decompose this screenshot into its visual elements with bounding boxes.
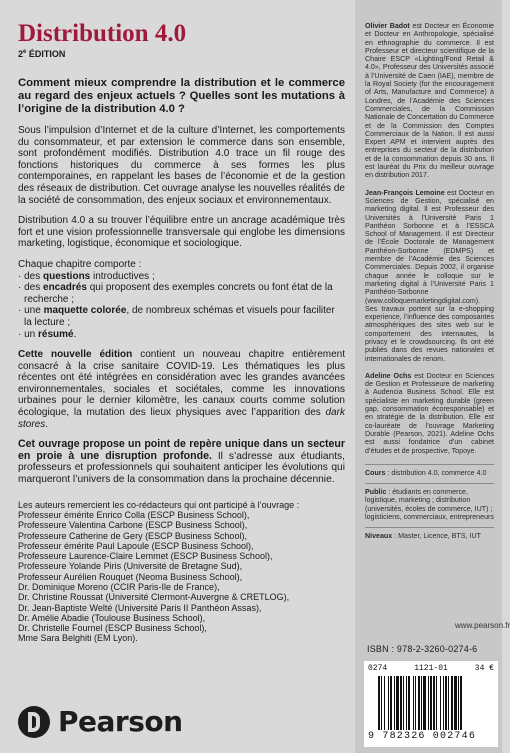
barcode-code-middle: 1121-01 [414, 664, 448, 673]
new-edition-paragraph: Cette nouvelle édition contient un nouveau chapitre entièrement consacré à la crise sanitaire COVID-19. Les thématiques les plus récentes ont été intégrées en considération avec les grandes avancées environnementales, sociales et sociétales, comme les innovations urbaines pour le dernier kilomètre, les canaux courts comme solution écologique, la mutation des lieux physiques avec l’apparition des dark stores. [18, 349, 345, 430]
contributor: Professeure Laurence-Claire Lemmet (ESCP Business School), [18, 551, 273, 562]
contributor: Mme Sara Belghiti (EM Lyon). [18, 633, 138, 644]
barcode-header [368, 664, 494, 673]
contributor: Dr. Christelle Fournel (ESCP Business School), [18, 623, 207, 634]
contributor: Dr. Jean-Baptiste Welté (Université Paris II Panthéon Assas), [18, 602, 262, 613]
contributor: Professeur émérite Enrico Colla (ESCP Business School), [18, 509, 250, 520]
chapter-item: · une maquette colorée, de nombreux schémas et visuels pour faciliter la lecture ; [18, 305, 335, 328]
contributor: Professeure Catherine de Gery (ESCP Business School), [18, 530, 247, 541]
contributor: Professeure Yolande Piris (Université de Bretagne Sud), [18, 561, 243, 572]
meta-audience: Public : étudiants en commerce, logistique, marketing ; distribution (universités, écoles de commerce, IUT) ; logisticiens, commerciaux, entrepreneurs [365, 488, 494, 522]
meta-courses: Cours : distribution 4.0, commerce 4.0 [365, 468, 487, 477]
divider [365, 527, 494, 528]
chapter-item: · des encadrés qui proposent des exemples concrets ou font état de la recherche ; [18, 282, 333, 305]
chapters-heading: Chaque chapitre comporte : [18, 258, 142, 270]
pearson-logo-icon [18, 706, 50, 738]
acknowledgements-intro: Les auteurs remercient les co-rédacteurs qui ont participé à l’ouvrage : [18, 499, 300, 510]
author-bio: Adeline Ochs est Docteur en Sciences de Gestion et Professeure de marketing à Audencia Business School. Elle est spécialiste en marketing durable (green gap, consommation écoresponsable) et en stratégie de la distribution. Elle est co-lauréate de l’ouvrage Marketing Durable (Pearson, 2021). Adeline Ochs est aussi fondatrice d’un cabinet d’études et de prospective, Topoye. [365, 371, 494, 455]
barcode-price: 34 € [474, 664, 494, 673]
paragraph-balance: Distribution 4.0 a su trouver l’équilibre entre un ancrage académique très fort et une vision professionnelle transversale qui englobe les dimensions marketing, logistique, économique et sociologique. [18, 215, 345, 250]
edition-label: 2e ÉDITION [18, 49, 66, 59]
chapters-list [18, 271, 345, 341]
author-bio: Olivier Badot est Docteur en Économie et Docteur en Anthropologie, spécialisé en ethnographie du commerce. Il est Professeur et directeur scientifique de la Chaire ESCP «Lighting/Fond Retail & 4.0», Professeur des Universités associé à l’Université de Caen (IAE), membre de la Royal Society (for the encouragement of Arts, Manufacture and Commerce) à Londres, de l’Académie des Sciences Commerciales, de la Commission Nationale de Concertation du Commerce et de la Commission des Comptes Commerciaux de la Nation. Il est aussi Expert APM et intervient auprès des entreprises du secteur de la distribution et de la consommation depuis 30 ans. Il est lauréat du Prix du meilleur ouvrage en distribution 2017. [365, 22, 494, 180]
barcode-number: 9 782326 002746 [368, 731, 477, 742]
barcode-code-left: 0274 [368, 664, 388, 673]
paragraph-context: Sous l’impulsion d’Internet et de la culture d’Internet, les comportements du consommateur, et par extension le commerce dans son ensemble, sont profondément modifiés. Distribution 4.0 trace un fil rouge des fonctions historiques du commerce à ses formes les plus contemporaines, en rappelant les bases de l’économie et de la gestion des réseaux de distribution. Cet ouvrage analyse les nouvelles réalités de la société de consommation, des enjeux sociaux et environnementaux. [18, 125, 345, 206]
contributor: Professeur émérite Paul Lapoule (ESCP Business School), [18, 540, 254, 551]
pearson-logo [18, 705, 183, 738]
acknowledgements [18, 500, 345, 644]
publisher-url[interactable]: www.pearson.fr [455, 621, 510, 630]
author-bio: Jean-François Lemoine est Docteur en Sciences de Gestion, spécialisé en marketing digital. Il est Professeur des Universités à l’Université Paris 1 Panthéon Sorbonne et à l’ESSCA School of Management. Il est Directeur de l’École Doctorale de Management Panthéon-Sorbonne (EDMPS) et membre de l’Académie des Sciences Commerciales. Depuis 2002, il organise chaque année le colloque sur le marketing digital à l’Université Paris 1 Panthéon-Sorbonne (www.colloquemarketingdigital.com). Ses travaux portent sur la e-shopping experience, l’influence des composantes atmosphériques des sites web sur le comportement des internautes, la privacy et le crowdsourcing. Ils ont été publiés dans des revues nationales et internationales de renom. [365, 188, 494, 363]
isbn: ISBN : 978-2-3260-0274-6 [367, 644, 478, 654]
intro-lead: Comment mieux comprendre la distribution et le commerce au regard des enjeux actuels ? Quelles sont les mutations à l’origine de la distribution 4.0 ? [18, 77, 345, 115]
closing-paragraph: Cet ouvrage propose un point de repère unique dans un secteur en proie à une disruption profonde. Il s’adresse aux étudiants, professeurs et professionnels qui souhaitent anticiper les évolutions qui marqueront l’univers de la consommation dans la prochaine décennie. [18, 438, 345, 486]
contributor: Dr. Dominique Moreno (CCIR Paris-Ile de France), [18, 582, 220, 592]
chapter-item: · des questions introductives ; [18, 270, 155, 282]
publisher-name: Pearson [58, 705, 183, 738]
book-title: Distribution 4.0 [18, 20, 187, 47]
divider [365, 464, 494, 465]
barcode-icon [378, 676, 490, 730]
contributor: Dr. Christine Roussat (Université Clermont-Auvergne & CRETLOG), [18, 592, 290, 603]
meta-levels: Niveaux : Master, Licence, BTS, IUT [365, 532, 481, 541]
contributor: Professeure Valentina Carbone (ESCP Business School), [18, 520, 248, 531]
author-sidebar [355, 0, 502, 753]
contributor: Dr. Amélie Abadie (Toulouse Business School), [18, 612, 206, 623]
contributor: Professeur Aurélien Rouquet (Neoma Business School), [18, 571, 243, 582]
chapter-item: · un résumé. [18, 328, 77, 340]
divider [365, 483, 494, 484]
barcode-panel [364, 661, 498, 747]
